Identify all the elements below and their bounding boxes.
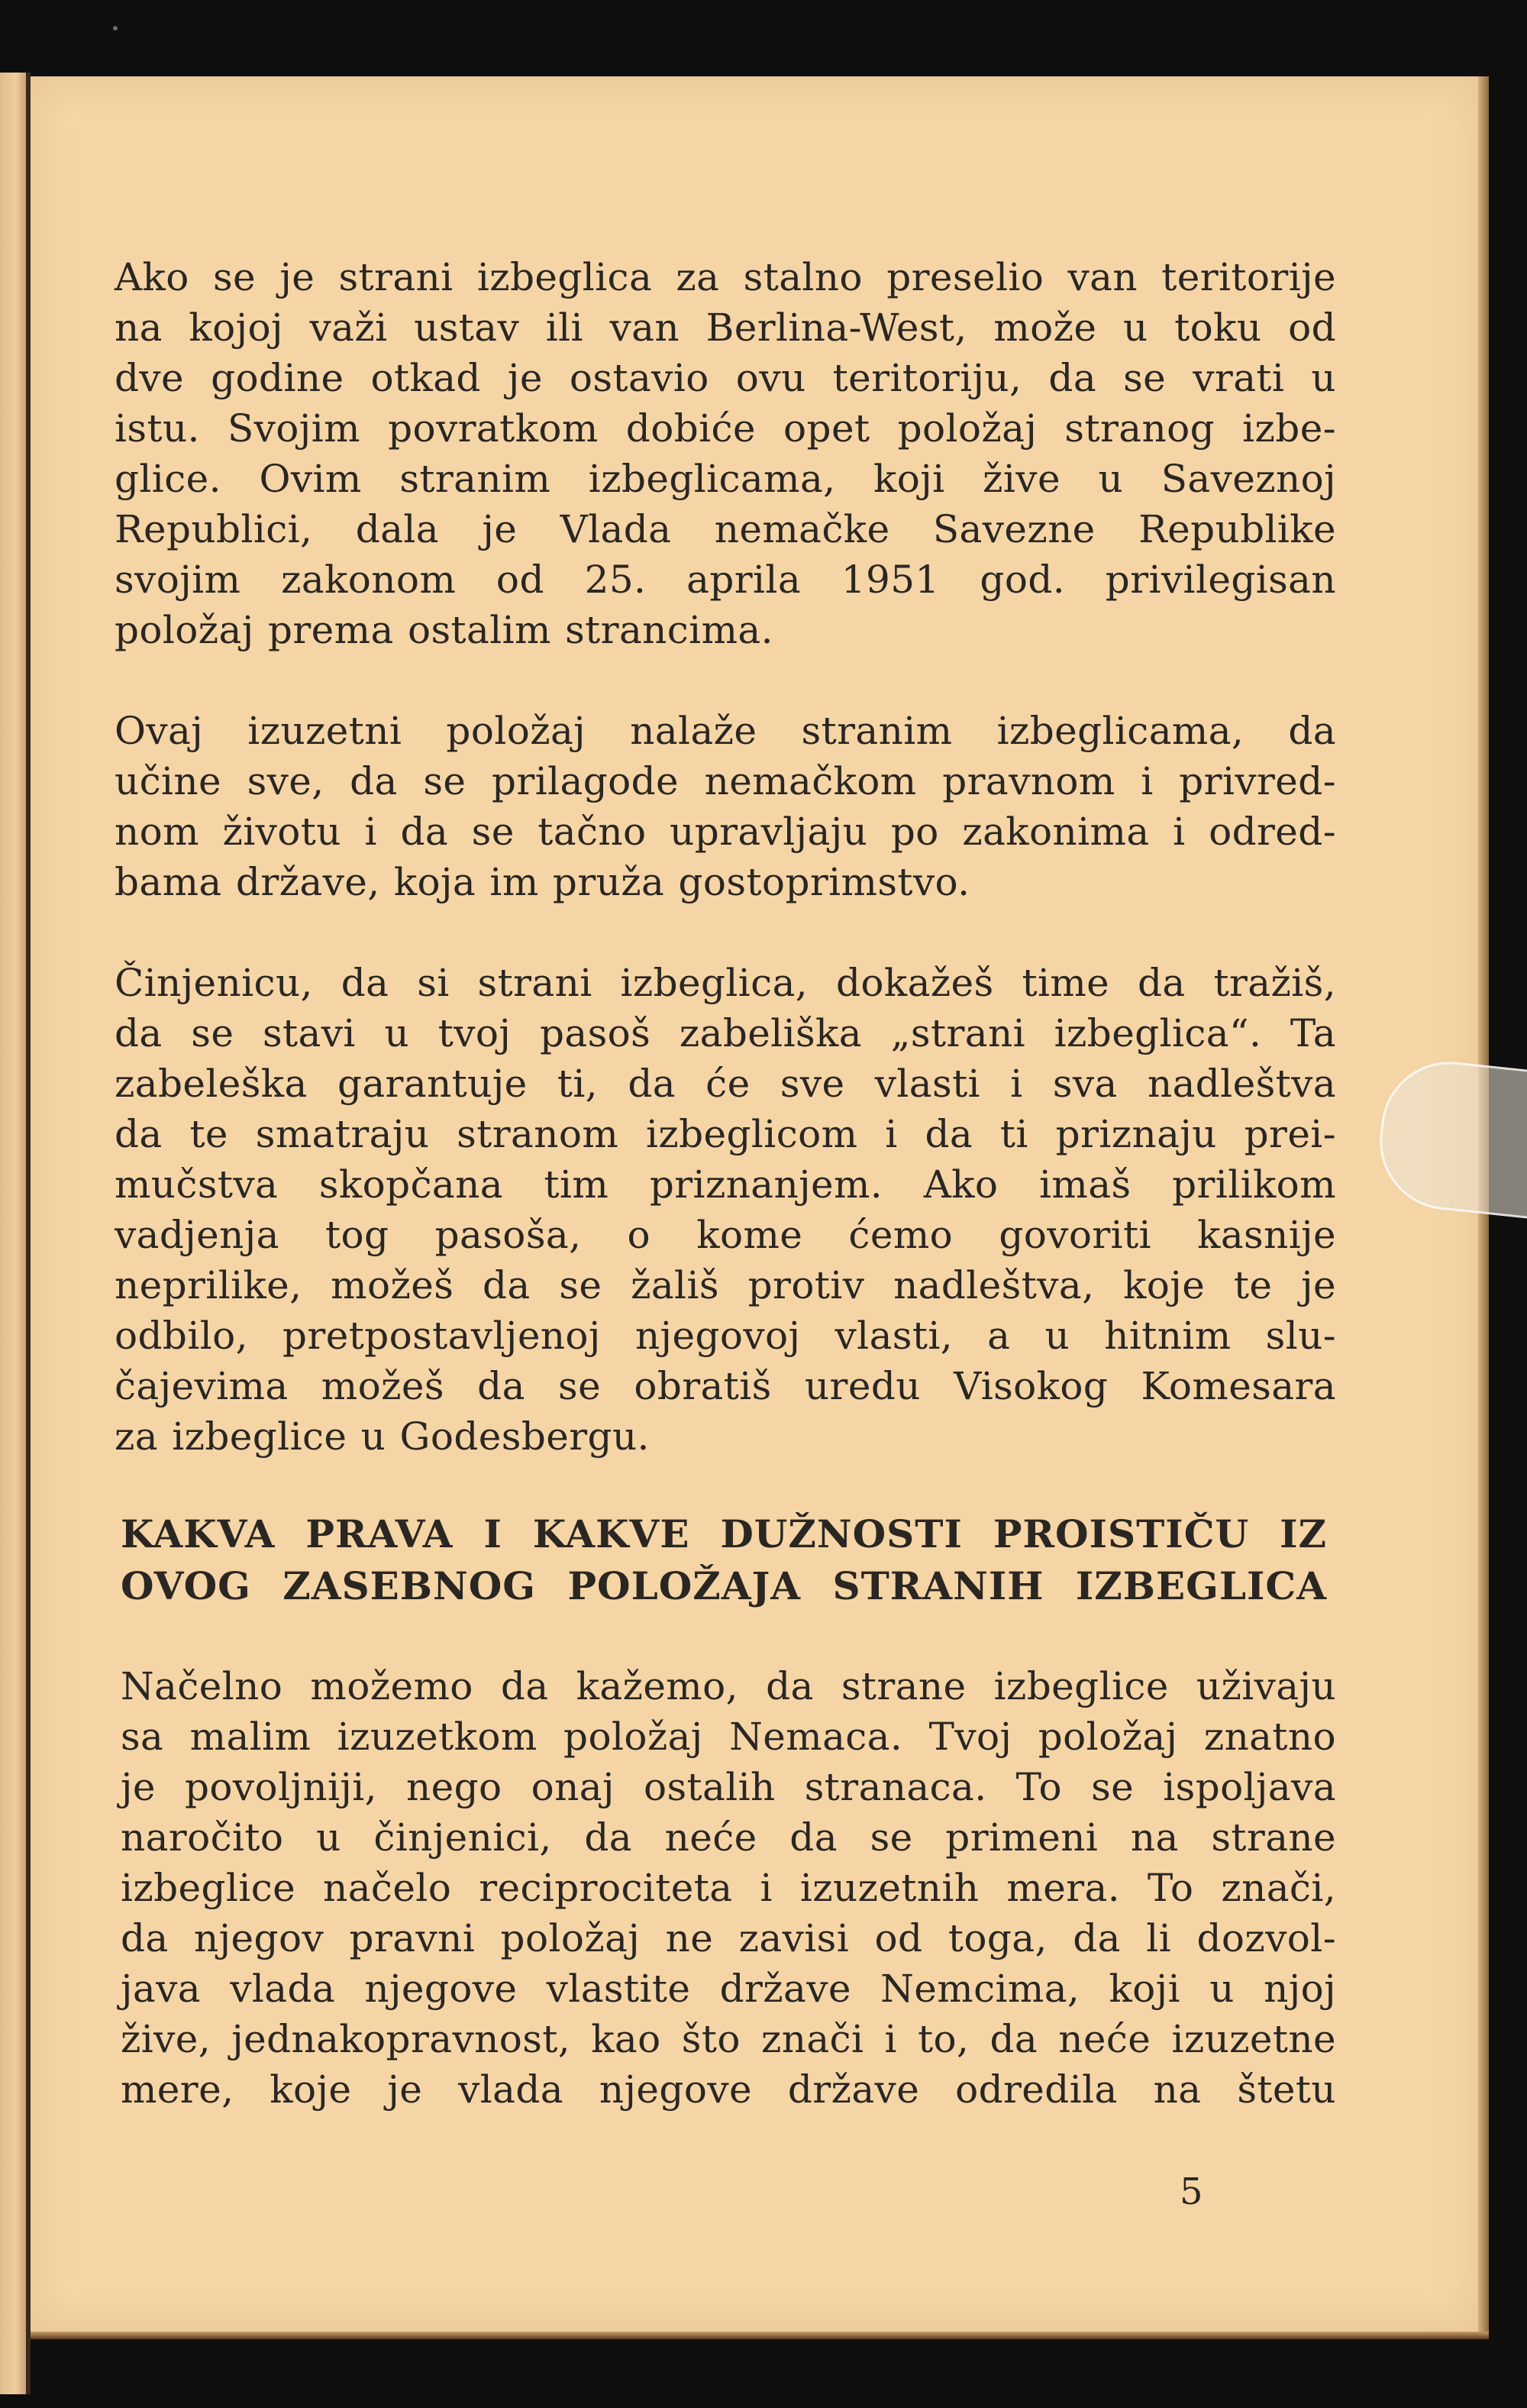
- text-line: glice. Ovim stranim izbeglicama, koji žive u Saveznoj: [115, 457, 1336, 501]
- text-line: svojim zakonom od 25. aprila 1951 god. privilegisan: [115, 558, 1336, 602]
- text-line: mere, koje je vlada njegove države odredila na štetu: [121, 2067, 1336, 2112]
- text-line: učine sve, da se prilagode nemačkom pravnom i privred-: [115, 759, 1336, 803]
- heading-line: KAKVA PRAVA I KAKVE DUŽNOSTI PROISTIČU IZ: [121, 1511, 1327, 1556]
- text-line: bama države, koja im pruža gostoprimstvo.: [115, 860, 970, 904]
- paragraph-2: [115, 706, 1336, 907]
- text-line: vadjenja tog pasoša, o kome ćemo govoriti kasnije: [115, 1213, 1336, 1257]
- text-line: Ovaj izuzetni položaj nalaže stranim izbeglicama, da: [115, 709, 1336, 753]
- dust-speck: [113, 26, 118, 31]
- text-line: je povoljniji, nego onaj ostalih stranaca. To se ispoljava: [121, 1765, 1336, 1809]
- section-heading: [121, 1508, 1327, 1612]
- heading-line: OVOG ZASEBNOG POLOŽAJA STRANIH IZBEGLICA: [121, 1563, 1327, 1608]
- text-line: dve godine otkad je ostavio ovu teritoriju, da se vrati u: [115, 356, 1336, 400]
- left-page-edge: [0, 73, 26, 2394]
- text-line: Načelno možemo da kažemo, da strane izbeglice uživaju: [121, 1664, 1336, 1708]
- text-line: da te smatraju stranom izbeglicom i da ti priznaju prei-: [115, 1112, 1336, 1156]
- text-line: izbeglice načelo reciprociteta i izuzetnih mera. To znači,: [121, 1866, 1336, 1910]
- text-line: zabeleška garantuje ti, da će sve vlasti i sva nadleštva: [115, 1062, 1336, 1106]
- text-line: Činjenicu, da si strani izbeglica, dokažeš time da tražiš,: [115, 961, 1336, 1005]
- paragraph-3: [115, 958, 1336, 1462]
- section-body-text: [121, 1661, 1336, 2115]
- text-line: na kojoj važi ustav ili van Berlina-West, može u toku od: [115, 305, 1336, 350]
- text-line: da njegov pravni položaj ne zavisi od toga, da li dozvol-: [121, 1916, 1336, 1960]
- text-line: istu. Svojim povratkom dobiće opet položaj stranog izbe-: [115, 406, 1336, 451]
- page-bottom-edge: [31, 2332, 1489, 2339]
- text-line: mučstva skopčana tim priznanjem. Ako imaš prilikom: [115, 1162, 1336, 1207]
- text-line: naročito u činjenici, da neće da se primeni na strane: [121, 1815, 1336, 1860]
- text-line: za izbeglice u Godesbergu.: [115, 1414, 650, 1459]
- text-line: Ako se je strani izbeglica za stalno preselio van teritorije: [115, 255, 1336, 299]
- text-line: java vlada njegove vlastite države Nemcima, koji u njoj: [121, 1967, 1336, 2011]
- text-line: neprilike, možeš da se žališ protiv nadleštva, koje te je: [115, 1263, 1336, 1307]
- text-line: da se stavi u tvoj pasoš zabeliška „strani izbeglica“. Ta: [115, 1011, 1336, 1055]
- body-text: [115, 252, 1336, 1462]
- text-line: čajevima možeš da se obratiš uredu Visokog Komesara: [115, 1364, 1336, 1408]
- page-number: 5: [1180, 2170, 1203, 2213]
- text-line: položaj prema ostalim strancima.: [115, 608, 773, 652]
- text-line: odbilo, pretpostavljenoj njegovoj vlasti, a u hitnim slu-: [115, 1314, 1336, 1358]
- paragraph-1: [115, 252, 1336, 655]
- text-line: žive, jednakopravnost, kao što znači i to, da neće izuzetne: [121, 2017, 1336, 2061]
- paragraph-4: [121, 1661, 1336, 2115]
- text-line: nom životu i da se tačno upravljaju po zakonima i odred-: [115, 810, 1336, 854]
- text-line: sa malim izuzetkom položaj Nemaca. Tvoj položaj znatno: [121, 1715, 1336, 1759]
- text-line: Republici, dala je Vlada nemačke Savezne Republike: [115, 507, 1336, 551]
